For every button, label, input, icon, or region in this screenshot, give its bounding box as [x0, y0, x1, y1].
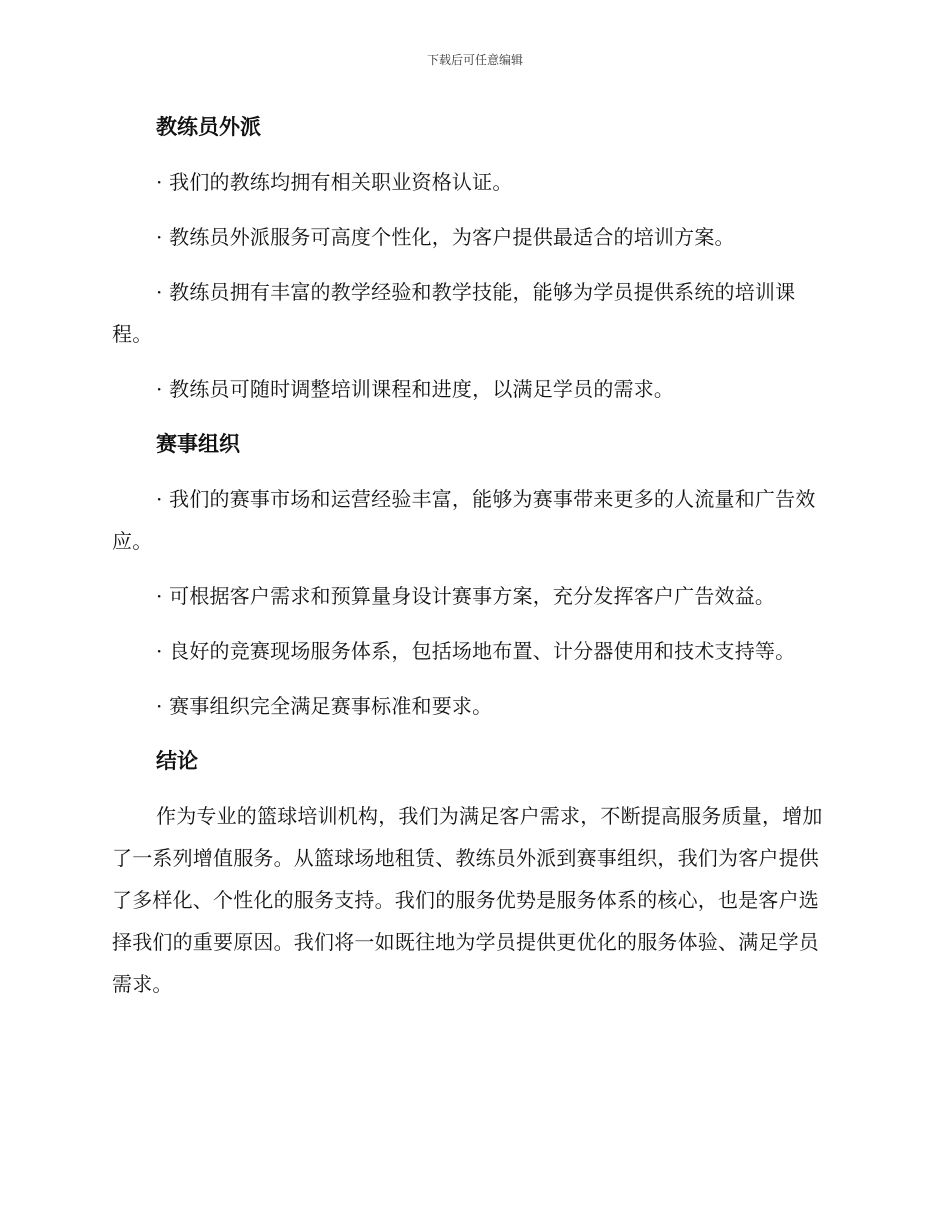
bullet-paragraph: · 教练员拥有丰富的教学经验和教学技能，能够为学员提供系统的培训课程。	[112, 280, 796, 346]
section-heading: 教练员外派	[156, 115, 261, 139]
bullet-paragraph: · 我们的赛事市场和运营经验丰富，能够为赛事带来更多的人流量和广告效应。	[112, 487, 816, 553]
bullet-paragraph: · 可根据客户需求和预算量身设计赛事方案，充分发挥客户广告效益。	[156, 584, 776, 608]
section-conclusion	[112, 740, 832, 1005]
section-heading: 赛事组织	[156, 432, 240, 456]
section-coach-dispatch	[112, 106, 832, 410]
page-header: 下载后可任意编辑	[426, 53, 523, 67]
bullet-paragraph: · 教练员可随时调整培训课程和进度，以满足学员的需求。	[156, 377, 675, 401]
bullet-paragraph: · 赛事组织完全满足赛事标准和要求。	[156, 694, 493, 718]
document-body	[112, 106, 832, 1005]
bullet-paragraph: · 我们的教练均拥有相关职业资格认证。	[156, 170, 513, 194]
bullet-paragraph: · 教练员外派服务可高度个性化，为客户提供最适合的培训方案。	[156, 225, 735, 249]
section-event-organization	[112, 423, 832, 727]
bullet-paragraph: · 良好的竞赛现场服务体系，包括场地布置、计分器使用和技术支持等。	[156, 639, 796, 663]
section-heading: 结论	[156, 749, 198, 773]
conclusion-paragraph: 作为专业的篮球培训机构，我们为满足客户需求，不断提高服务质量，增加了一系列增值服务。从篮球场地租赁、教练员外派到赛事组织，我们为客户提供了多样化、个性化的服务支持。我们的服务优势是服务体系的核心，也是客户选择我们的重要原因。我们将一如既往地为学员提供更优化的服务体验、满足学员需求。	[112, 804, 823, 996]
